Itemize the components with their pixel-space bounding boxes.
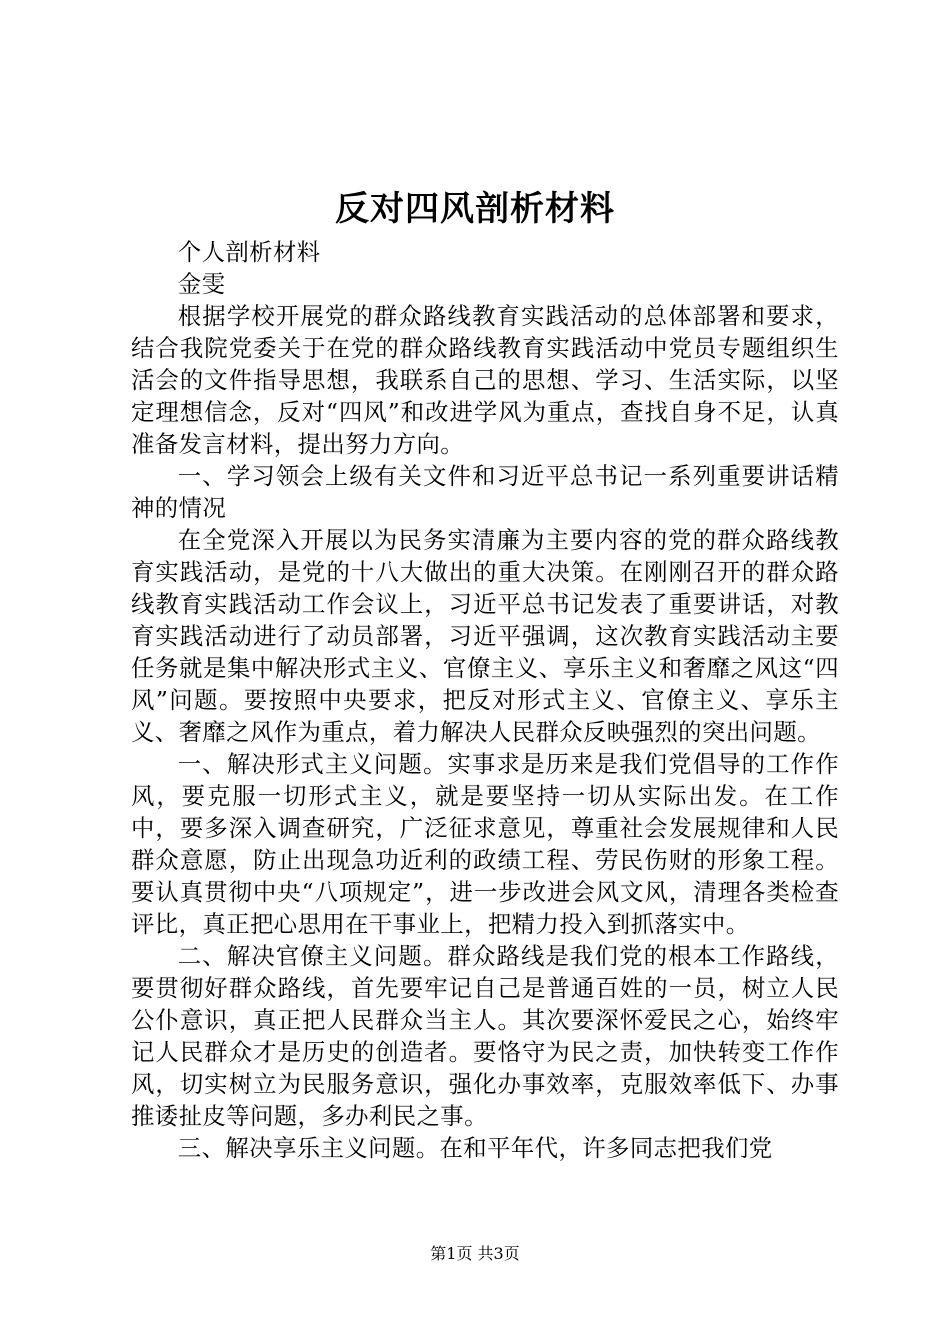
document-body: [131, 236, 839, 1164]
paragraph-bureaucratism: 二、解决官僚主义问题。群众路线是我们党的根本工作路线，要贯彻好群众路线，首先要牢记自己是普通百姓的一员，树立人民公仆意识，真正把人民群众当主人。其次要深怀爱民之心，始终牢记人民群众才是历史的创造者。要恪守为民之责，加快转变工作作风，切实树立为民服务意识，强化办事效率，克服效率低下、办事推诿扯皮等问题，多办利民之事。: [131, 942, 839, 1130]
paragraph-section-heading: 一、学习领会上级有关文件和习近平总书记一系列重要讲话精神的情况: [131, 462, 839, 522]
paragraph-intro: 根据学校开展党的群众路线教育实践活动的总体部署和要求，结合我院党委关于在党的群众路线教育实践活动中党员专题组织生活会的文件指导思想，我联系自己的思想、学习、生活实际，以坚定理想信念，反对“四风”和改进学风为重点，查找自身不足，认真准备发言材料，提出努力方向。: [131, 302, 839, 458]
paragraph-subtitle: 个人剖析材料: [177, 238, 321, 266]
page-footer: 第1页 共3页: [430, 1244, 520, 1263]
paragraph-author: 金雯: [177, 270, 226, 298]
paragraph-formalism: 一、解决形式主义问题。实事求是历来是我们党倡导的工作作风，要克服一切形式主义，就是要坚持一切从实际出发。在工作中，要多深入调查研究，广泛征求意见，尊重社会发展规律和人民群众意愿，防止出现急功近利的政绩工程、劳民伤财的形象工程。要认真贯彻中央“八项规定”，进一步改进会风文风，清理各类检查评比，真正把心思用在干事业上，把精力投入到抓落实中。: [131, 750, 839, 938]
paragraph-background: 在全党深入开展以为民务实清廉为主要内容的党的群众路线教育实践活动，是党的十八大做出的重大决策。在刚刚召开的群众路线教育实践活动工作会议上，习近平总书记发表了重要讲话，对教育实践活动进行了动员部署，习近平强调，这次教育实践活动主要任务就是集中解决形式主义、官僚主义、享乐主义和奢靡之风这“四风”问题。要按照中央要求，把反对形式主义、官僚主义、享乐主义、奢靡之风作为重点，着力解决人民群众反映强烈的突出问题。: [131, 526, 839, 746]
document-title: 反对四风剖析材料: [335, 189, 615, 229]
paragraph-hedonism: 三、解决享乐主义问题。在和平年代，许多同志把我们党: [177, 1134, 773, 1162]
